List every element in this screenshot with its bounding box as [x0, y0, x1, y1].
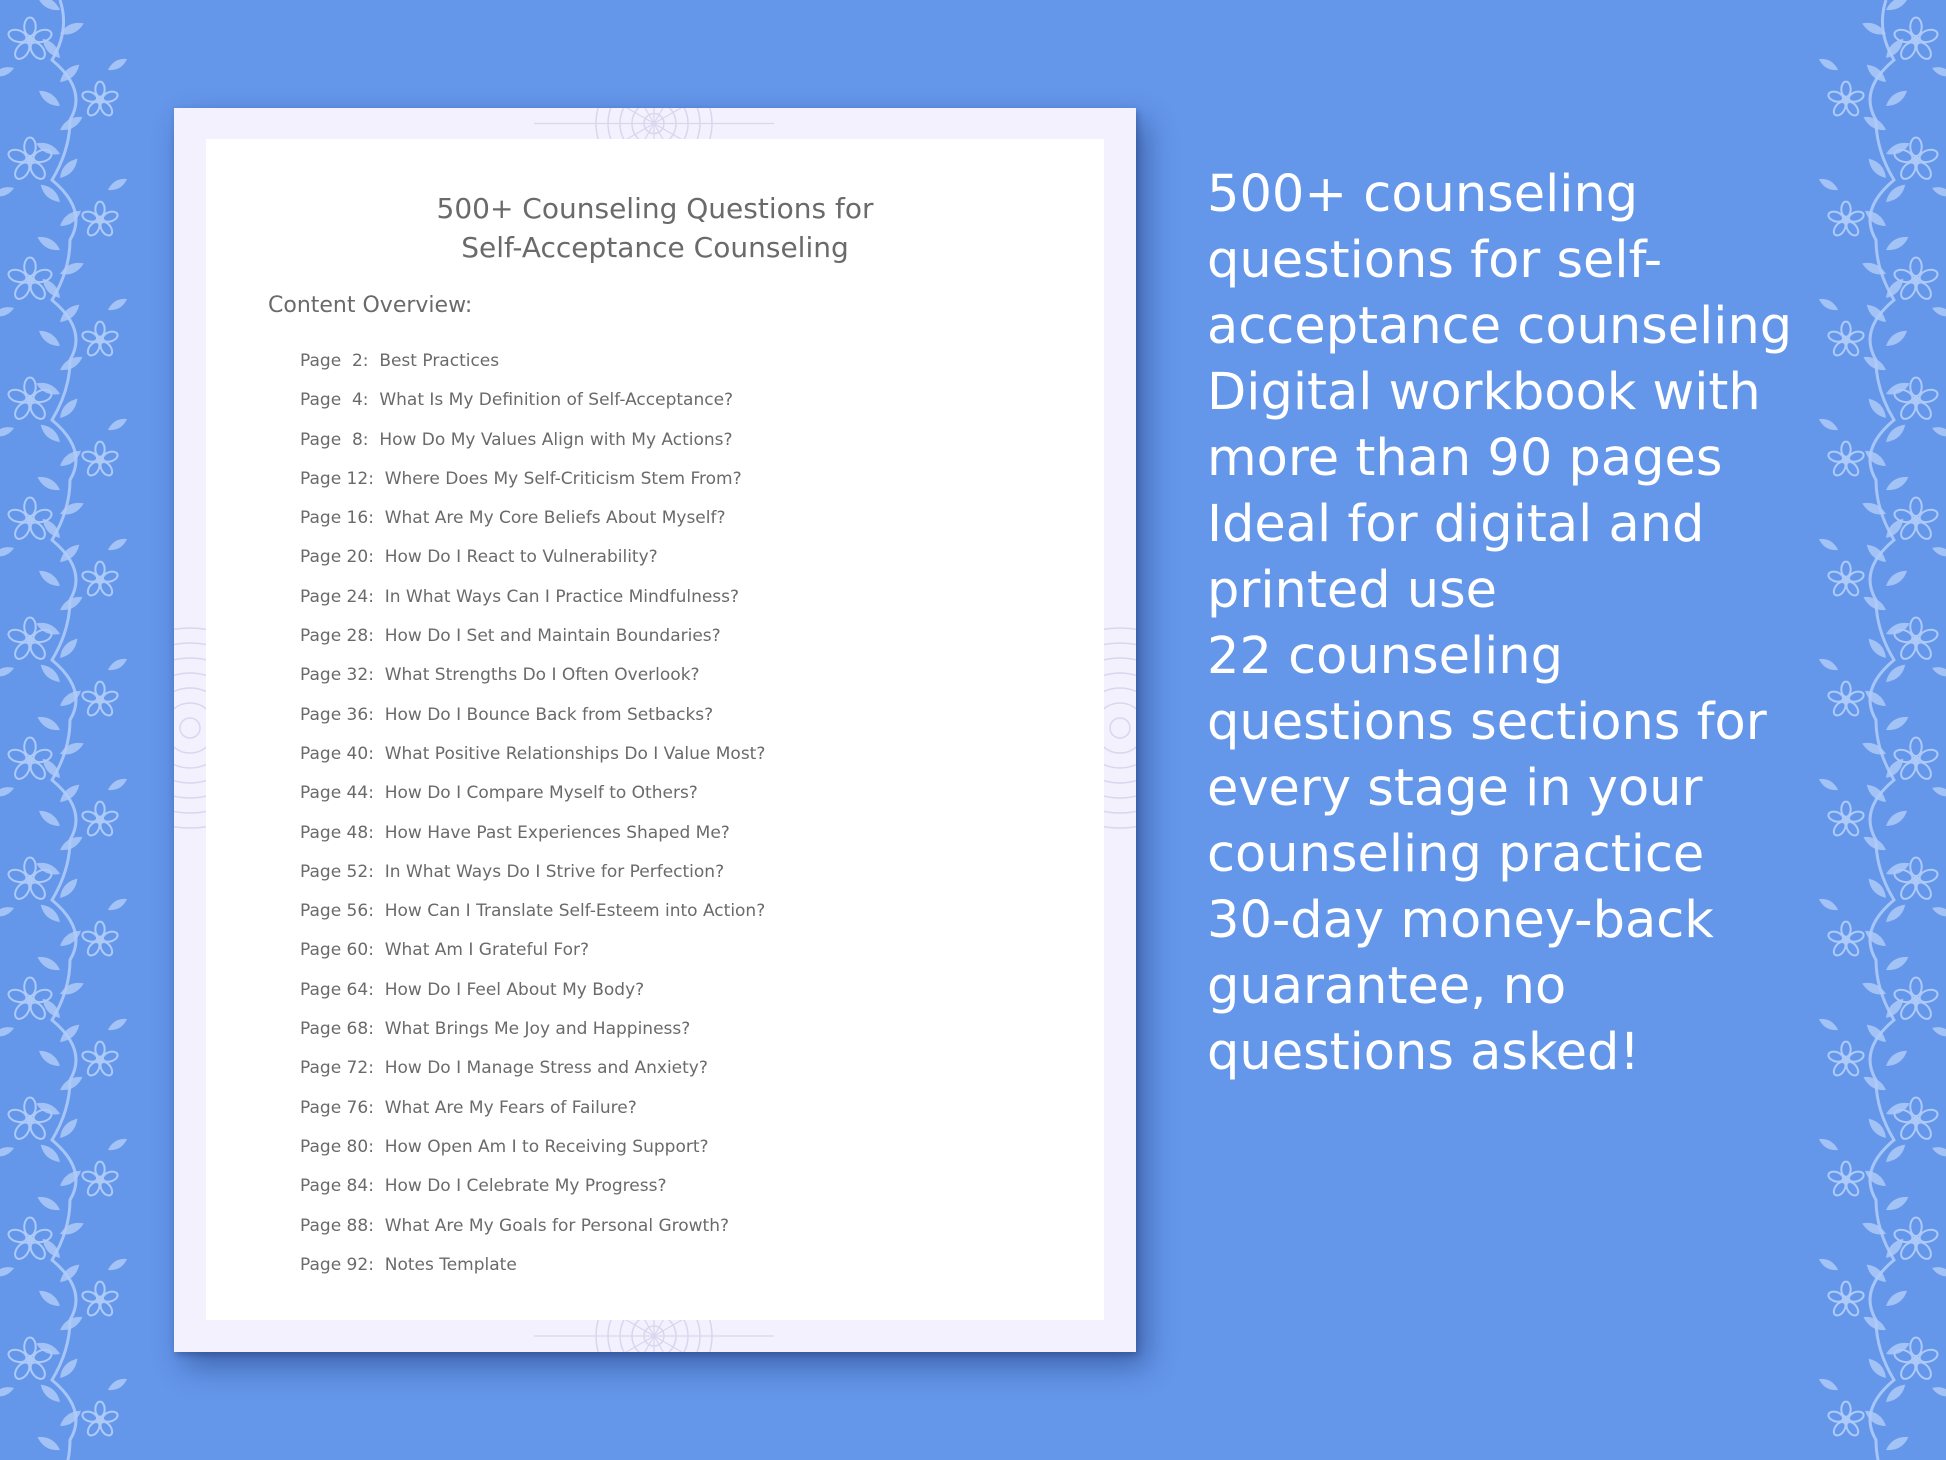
toc-entry: Page 72: How Do I Manage Stress and Anxiety?	[300, 1058, 708, 1079]
feature-line: guarantee, no	[1207, 957, 1567, 1016]
toc-entry: Page 44: How Do I Compare Myself to Others?	[300, 783, 698, 804]
mandala-ornament-top-icon	[504, 108, 804, 139]
feature-workbook-pages	[1207, 360, 1927, 492]
feature-digital-printed	[1207, 492, 1927, 624]
floral-vine-left-icon	[0, 0, 130, 1460]
document-title-line-2: Self-Acceptance Counseling	[461, 231, 849, 264]
feature-list	[1207, 162, 1927, 1086]
toc-entry: Page 80: How Open Am I to Receiving Support?	[300, 1136, 709, 1157]
toc-entry: Page 48: How Have Past Experiences Shaped Me?	[300, 822, 730, 843]
toc-entry: Page 60: What Am I Grateful For?	[300, 940, 589, 961]
toc-entry: Page 2: Best Practices	[300, 351, 500, 371]
toc-entry: Page 24: In What Ways Can I Practice Mindfulness?	[300, 586, 740, 607]
feature-line: 500+ counseling	[1207, 165, 1639, 224]
feature-line: counseling practice	[1207, 825, 1705, 884]
toc-entry: Page 52: In What Ways Do I Strive for Perfection?	[300, 861, 725, 882]
document-mockup	[174, 108, 1136, 1352]
toc-entry: Page 32: What Strengths Do I Often Overlook?	[300, 665, 700, 686]
feature-line: every stage in your	[1207, 759, 1703, 818]
toc-entry: Page 56: How Can I Translate Self-Esteem into Action?	[300, 901, 766, 922]
toc-entry: Page 88: What Are My Goals for Personal Growth?	[300, 1215, 730, 1236]
mandala-ornament-right-icon	[1104, 608, 1136, 848]
feature-question-count	[1207, 162, 1927, 360]
feature-line: Ideal for digital and	[1207, 495, 1705, 554]
toc-entry: Page 20: How Do I React to Vulnerability?	[300, 547, 658, 568]
toc-entry: Page 16: What Are My Core Beliefs About Myself?	[300, 508, 726, 529]
feature-line: questions for self-	[1207, 231, 1663, 290]
toc-entry: Page 92: Notes Template	[300, 1254, 517, 1275]
content-overview-label: Content Overview:	[268, 293, 473, 318]
toc-entry: Page 64: How Do I Feel About My Body?	[300, 979, 645, 1000]
document-title	[206, 189, 1104, 267]
toc-entry: Page 40: What Positive Relationships Do I Value Most?	[300, 743, 766, 764]
mandala-ornament-bottom-icon	[504, 1320, 804, 1352]
feature-line: Digital workbook with	[1207, 363, 1761, 422]
toc-entry: Page 4: What Is My Definition of Self-Acceptance?	[300, 390, 734, 411]
toc-entry: Page 8: How Do My Values Align with My Actions?	[300, 429, 733, 450]
feature-line: 22 counseling	[1207, 627, 1563, 686]
toc-entry: Page 76: What Are My Fears of Failure?	[300, 1097, 637, 1118]
table-of-contents	[300, 342, 765, 1285]
toc-entry: Page 12: Where Does My Self-Criticism Stem From?	[300, 468, 742, 489]
toc-entry: Page 28: How Do I Set and Maintain Boundaries?	[300, 626, 721, 647]
feature-line: printed use	[1207, 561, 1498, 620]
feature-line: 30-day money-back	[1207, 891, 1714, 950]
toc-entry: Page 84: How Do I Celebrate My Progress?	[300, 1176, 667, 1197]
feature-line: questions asked!	[1207, 1023, 1640, 1082]
toc-entry: Page 36: How Do I Bounce Back from Setbacks?	[300, 704, 714, 725]
feature-line: questions sections for	[1207, 693, 1767, 752]
feature-guarantee	[1207, 888, 1927, 1086]
feature-line: acceptance counseling	[1207, 297, 1793, 356]
document-title-line-1: 500+ Counseling Questions for	[436, 192, 874, 225]
toc-entry: Page 68: What Brings Me Joy and Happiness?	[300, 1019, 691, 1040]
feature-line: more than 90 pages	[1207, 429, 1723, 488]
mandala-ornament-left-icon	[174, 608, 206, 848]
document-page	[206, 139, 1104, 1320]
feature-sections	[1207, 624, 1927, 888]
